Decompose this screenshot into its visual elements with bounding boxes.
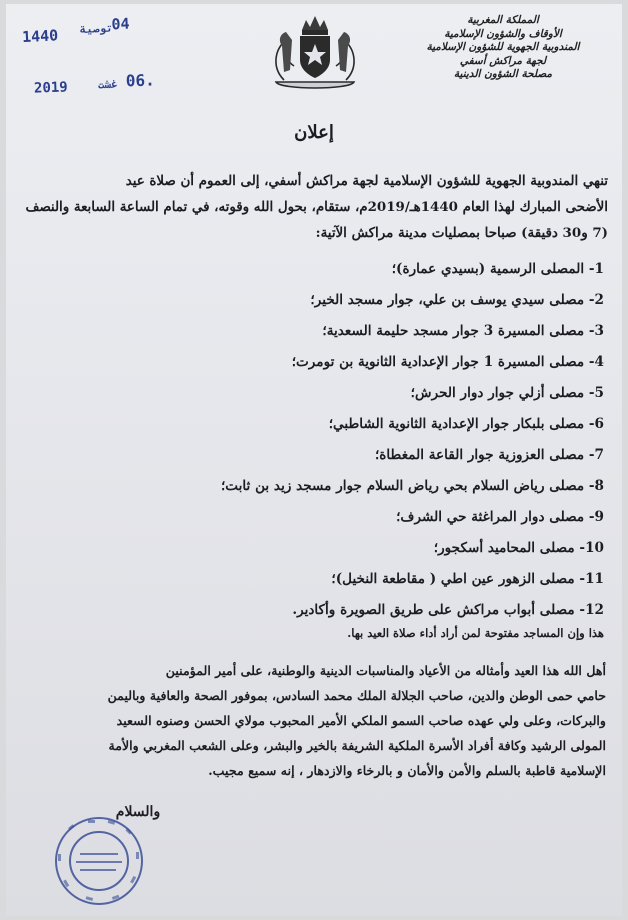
list-item: 10- مصلى المحاميد أسكجور؛ <box>433 540 604 556</box>
moroccan-coat-of-arms-icon <box>262 10 368 94</box>
issuer-block <box>398 14 608 82</box>
issuer-service: مصلحة الشؤون الدينية <box>453 68 553 80</box>
list-item: 9- مصلى دوار المراغثة حي الشرف؛ <box>396 509 604 525</box>
issuer-delegation: المندوبية الجهوية للشؤون الإسلامية <box>426 41 580 53</box>
stamp-number-value: 04 <box>111 14 131 34</box>
list-item: 5- مصلى أزلي جوار دوار الحرش؛ <box>410 385 604 401</box>
issuer-kingdom: المملكة المغربية <box>467 14 539 26</box>
intro-line: تنهي المندوبية الجهوية للشؤون الإسلامية لجهة مراكش أسفي، إلى العموم أن صلاة عيد <box>125 173 608 189</box>
announcement-page <box>6 4 622 916</box>
closing-line: أهل الله هذا العيد وأمثاله من الأعياد والمناسبات الدينية والوطنية، على أمير المؤمنين <box>165 663 606 678</box>
list-item: 4- مصلى المسيرة 1 جوار الإعدادية الثانوية بن تومرت؛ <box>291 354 604 370</box>
list-item: 12- مصلى أبواب مراكش على طريق الصويرة وأكادير. <box>292 602 604 618</box>
official-round-seal-icon <box>52 814 146 908</box>
list-item: 8- مصلى رياض السلام بحي رياض السلام جوار مسجد زيد بن ثابت؛ <box>220 478 604 494</box>
closing-line: حامي حمى الوطن والدين، صاحب الجلالة الملك محمد السادس، بموفور الصحة والعافية وباليمن <box>107 688 606 703</box>
closing-line: والبركات، وعلى ولي عهده صاحب السمو الملكي الأمير المحبوب مولاي الحسن وصنوه السعيد <box>116 713 606 728</box>
closing-line: المولى الرشيد وكافة أفراد الأسرة الملكية الشريفة بالخير والبشر، وعلى الشعب المغربي والأمة <box>108 738 606 753</box>
list-item: 11- مصلى الزهور عين اطي ( مقاطعة النخيل)؛ <box>331 571 604 587</box>
list-item: 3- مصلى المسيرة 3 جوار مسجد حليمة السعدية؛ <box>322 323 604 339</box>
stamp-day: 06. <box>125 70 156 91</box>
mosques-note: هذا وإن المساجد مفتوحة لمن أراد أداء صلاة العيد بها. <box>347 626 604 640</box>
registration-stamp <box>21 10 183 58</box>
document-title: إعلان <box>294 122 334 143</box>
intro-paragraph <box>16 168 608 246</box>
date-stamp <box>34 69 185 104</box>
stamp-number-label: توصية <box>79 21 114 37</box>
closing-paragraph <box>16 658 606 783</box>
closing-line: الإسلامية قاطبة بالسلم والأمن والأمان و بالرخاء والازدهار ، إنه سميع مجيب. <box>208 763 606 778</box>
stamp-year: 2019 <box>33 79 68 97</box>
intro-line: (7 و30 دقيقة) صباحا بمصليات مدينة مراكش الآتية: <box>315 225 608 241</box>
stamp-number: 1440 <box>21 26 59 47</box>
issuer-region: لجهة مراكش أسفي <box>459 54 547 67</box>
intro-line: الأضحى المبارك لهذا العام 1440هـ/2019م، ستقام، بحول الله وقوته، في تمام الساعة السابعة والنصف <box>25 199 608 215</box>
list-item: 7- مصلى العزوزية جوار القاعة المغطاة؛ <box>374 447 604 463</box>
list-item: 2- مصلى سيدي يوسف بن علي، جوار مسجد الخير؛ <box>310 292 604 308</box>
signoff: والسلام <box>115 804 161 820</box>
issuer-ministry: الأوقاف والشؤون الإسلامية <box>444 27 562 40</box>
stamp-month: غشت <box>97 77 119 92</box>
list-item: 1- المصلى الرسمية (بسيدي عمارة)؛ <box>391 261 604 277</box>
list-item: 6- مصلى بلبكار جوار الإعدادية الثانوية الشاطبي؛ <box>328 416 604 432</box>
prayer-grounds-list <box>46 254 604 626</box>
